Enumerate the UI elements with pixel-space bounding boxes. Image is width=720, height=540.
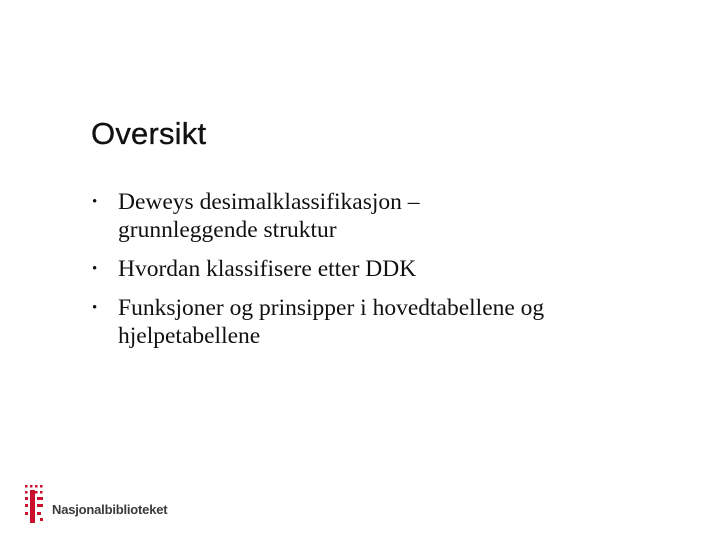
bullet-text-line: grunnleggende struktur [118,217,337,243]
bullet-text-line: Deweys desimalklassifikasjon – [118,189,420,215]
bullet-text-line: hjelpetabellene [118,323,261,349]
bullet-item [92,294,692,350]
bullet-mark: • [92,300,98,316]
library-logo-icon [24,482,50,524]
bullet-text-line: Hvordan klassifisere etter DDK [118,256,417,282]
bullet-item [92,188,692,244]
bullet-list [92,188,692,350]
logo-text: Nasjonalbiblioteket [52,502,168,517]
bullet-mark: • [92,261,98,277]
nasjonalbiblioteket-logo [24,482,194,524]
bullet-mark: • [92,194,98,210]
bullet-text-line: Funksjoner og prinsipper i hovedtabellene og [118,295,545,321]
bullet-item [92,255,692,283]
slide-title: Oversikt [91,116,207,151]
